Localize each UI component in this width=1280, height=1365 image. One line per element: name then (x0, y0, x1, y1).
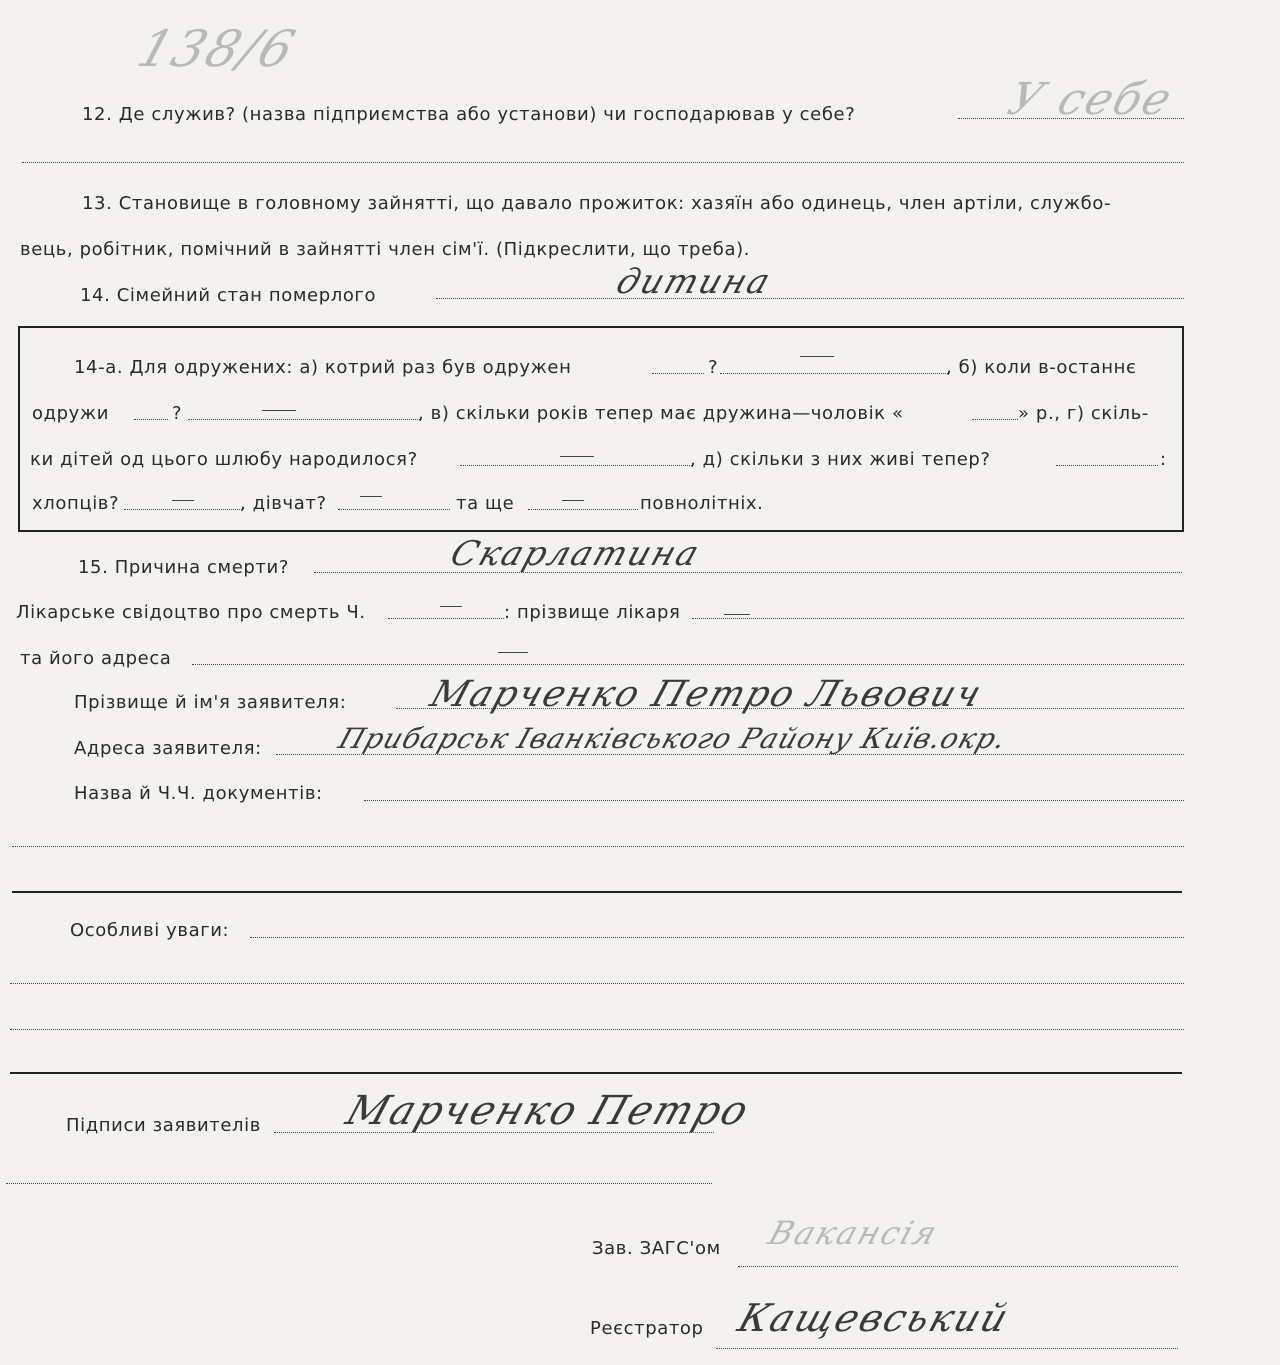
med-addr-line[interactable] (192, 664, 1184, 665)
q14a-adults-line[interactable] (528, 509, 638, 510)
q14a-last-married-line-b[interactable] (188, 419, 420, 420)
q12-answer: У себе (1001, 74, 1180, 125)
section-divider-2 (10, 1072, 1182, 1074)
q14a-line4-adults-label: повнолітніх. (640, 493, 764, 514)
applicant-name-answer: Марченко Петро Львович (425, 674, 988, 715)
q14a-spouse-age-line[interactable] (972, 419, 1018, 420)
q12-continuation-line[interactable] (22, 162, 1184, 163)
zags-head-label: Зав. ЗАГС'ом (592, 1238, 721, 1259)
med-cert-doctor-label: : прізвище лікаря (504, 602, 681, 623)
notes-line-3[interactable] (10, 1029, 1184, 1030)
q14a-line4-boys-label: хлопців? (32, 493, 120, 514)
notes-line-1[interactable] (250, 937, 1184, 938)
q12-label: 12. Де служив? (назва підприємства або установи) чи господарював у себе? (82, 104, 856, 125)
registrar-signature: Кащевський (732, 1296, 1016, 1340)
q14a-children-born-line[interactable] (460, 465, 692, 466)
q14a-line3-text-b: , д) скільки з них живі тепер? (690, 449, 991, 470)
applicant-addr-answer: Прибарськ Іванківського Району Київ.окр. (334, 722, 1012, 755)
q14a-line4-more-label: та ще (456, 493, 515, 514)
q14a-line1-question: ? (708, 357, 719, 378)
q14a-line2-question: ? (172, 403, 183, 424)
q14a-children-alive-line[interactable] (1056, 465, 1158, 466)
signatures-continuation-line[interactable] (6, 1183, 712, 1184)
signatures-answer: Марченко Петро (340, 1088, 756, 1134)
q14a-line1-text: 14-а. Для одружених: а) котрий раз був одружен (74, 357, 572, 378)
med-addr-dash (498, 652, 528, 653)
q14a-line2-text-b: , в) скільки років тепер має дружина—чоловік « (418, 403, 904, 424)
q14a-girls-dash (360, 496, 382, 497)
med-cert-number-line[interactable] (388, 618, 504, 619)
section-divider-1 (12, 891, 1182, 893)
applicant-addr-label: Адреса заявителя: (74, 738, 262, 759)
q14a-boys-line[interactable] (124, 509, 242, 510)
q14a-adults-dash (562, 500, 584, 501)
q14a-last-married-dash (262, 410, 296, 411)
q14a-line1-text-b: , б) коли в-останнє (946, 357, 1137, 378)
q14a-line3-colon: : (1160, 449, 1167, 470)
q13-line1: 13. Становище в головному зайнятті, що давало прожиток: хазяїн або одинець, член артіли, службо- (82, 193, 1112, 214)
q14a-line4-girls-label: , дівчат? (240, 493, 327, 514)
q14a-children-born-dash (560, 456, 594, 457)
q14a-girls-line[interactable] (338, 509, 450, 510)
q14a-marriage-count-line-a[interactable] (652, 373, 704, 374)
notes-label: Особливі уваги: (70, 920, 230, 941)
q15-answer: Скарлатина (445, 534, 706, 574)
archive-number: 138/6 (130, 20, 304, 78)
q14-label: 14. Сімейний стан померлого (80, 285, 377, 306)
med-addr-label: та його адреса (20, 648, 172, 669)
q14a-marriage-count-dash (800, 356, 834, 357)
zags-head-line[interactable] (738, 1266, 1178, 1267)
registrar-line[interactable] (716, 1348, 1178, 1349)
q13-line2: вець, робітник, помічний в зайнятті член сім'ї. (Підкреслити, що треба). (20, 239, 751, 260)
q15-label: 15. Причина смерти? (78, 557, 289, 578)
med-cert-doctor-dash (724, 614, 750, 615)
q14a-marriage-count-line-b[interactable] (720, 373, 948, 374)
q15-answer-line[interactable] (314, 572, 1182, 573)
q14a-last-married-line-a[interactable] (134, 419, 168, 420)
med-cert-doctor-line[interactable] (692, 618, 1184, 619)
signatures-label: Підписи заявителів (66, 1115, 261, 1136)
q14-answer-line[interactable] (436, 298, 1184, 299)
documents-line[interactable] (364, 800, 1184, 801)
registrar-label: Реєстратор (590, 1318, 704, 1339)
q14a-line3-text: ки дітей од цього шлюбу народилося? (30, 449, 418, 470)
q14-answer: дитина (611, 262, 777, 302)
med-cert-number-dash (440, 606, 462, 607)
documents-continuation-line[interactable] (12, 846, 1184, 847)
applicant-name-label: Прізвище й ім'я заявителя: (74, 692, 347, 713)
notes-line-2[interactable] (10, 983, 1184, 984)
q14a-line2-text-c: » р., г) скіль- (1018, 403, 1149, 424)
q14a-boys-dash (172, 500, 194, 501)
q14a-line2-text: одружи (32, 403, 110, 424)
med-cert-label: Лікарське свідоцтво про смерть Ч. (16, 602, 366, 623)
documents-label: Назва й Ч.Ч. документів: (74, 783, 323, 804)
zags-head-answer: Вакансія (763, 1214, 944, 1252)
